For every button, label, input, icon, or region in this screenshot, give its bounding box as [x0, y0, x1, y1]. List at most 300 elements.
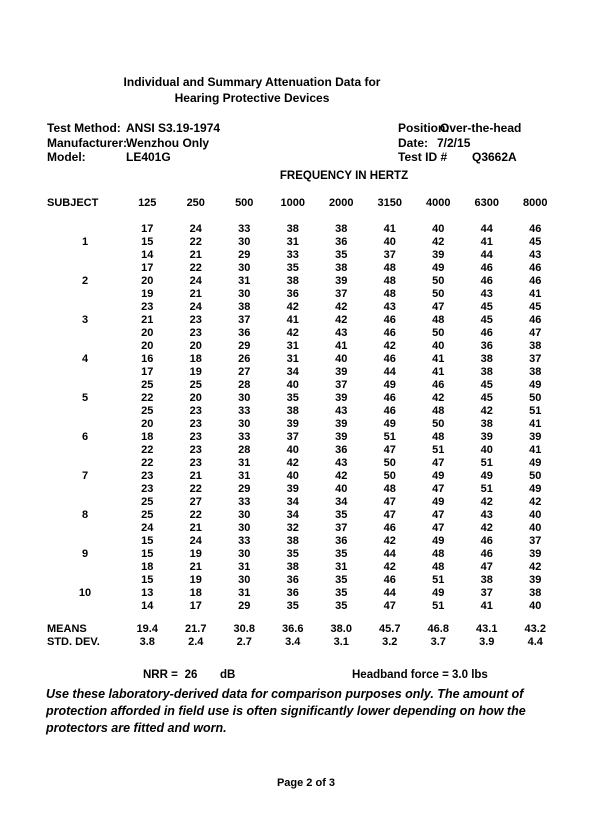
attenuation-value-cell: 21: [189, 288, 202, 300]
attenuation-value-cell: 44: [480, 223, 493, 235]
std-dev-value-cell: 3.8: [139, 636, 155, 648]
subject-data-row: [47, 288, 560, 301]
subject-id-cell: 9: [81, 548, 89, 560]
nrr-label: NRR =: [143, 669, 178, 681]
subject-id-cell: [47, 444, 123, 457]
attenuation-value-cell: 39: [335, 275, 348, 287]
attenuation-value-cell: 21: [141, 314, 154, 326]
attenuation-value-cell: 49: [432, 535, 445, 547]
std-dev-value-cell: 3.2: [382, 636, 398, 648]
attenuation-value-cell: 35: [335, 548, 348, 560]
subject-id-cell: 5: [81, 392, 89, 404]
frequency-header-cell: 8000: [523, 197, 548, 209]
frequency-header-cell: 1000: [280, 197, 305, 209]
subject-data-row: [47, 535, 560, 548]
attenuation-value-cell: 42: [480, 496, 493, 508]
subject-id-cell: [47, 496, 123, 509]
attenuation-value-cell: 37: [238, 314, 251, 326]
subject-id-cell: [47, 405, 123, 418]
attenuation-value-cell: 30: [238, 509, 251, 521]
attenuation-value-cell: 33: [238, 405, 251, 417]
attenuation-value-cell: 22: [189, 236, 202, 248]
attenuation-value-cell: 38: [286, 275, 299, 287]
subject-data-row: [47, 275, 560, 288]
attenuation-value-cell: 43: [529, 249, 542, 261]
attenuation-value-cell: 50: [383, 457, 396, 469]
attenuation-value-cell: 38: [286, 223, 299, 235]
means-row: [47, 623, 560, 636]
test-method-value: ANSI S3.19-1974: [126, 121, 221, 135]
attenuation-value-cell: 41: [480, 600, 493, 612]
attenuation-value-cell: 48: [432, 314, 445, 326]
attenuation-value-cell: 44: [383, 548, 396, 560]
attenuation-value-cell: 47: [432, 509, 445, 521]
test-id-label: Test ID #: [398, 150, 448, 165]
attenuation-value-cell: 37: [335, 379, 348, 391]
attenuation-value-cell: 29: [238, 483, 251, 495]
attenuation-value-cell: 35: [335, 587, 348, 599]
subject-id-cell: [47, 457, 123, 470]
attenuation-value-cell: 22: [141, 392, 154, 404]
subject-id-cell: 2: [81, 275, 89, 287]
attenuation-value-cell: 30: [238, 574, 251, 586]
attenuation-value-cell: 40: [529, 522, 542, 534]
attenuation-value-cell: 47: [383, 600, 396, 612]
model-row: [47, 150, 220, 165]
subject-id-cell: 4: [81, 353, 89, 365]
attenuation-value-cell: 20: [189, 392, 202, 404]
attenuation-value-cell: 40: [286, 379, 299, 391]
subject-id-cell: 6: [81, 431, 89, 443]
attenuation-value-cell: 30: [238, 548, 251, 560]
attenuation-value-cell: 45: [480, 379, 493, 391]
subject-data-row: [47, 444, 560, 457]
attenuation-value-cell: 14: [141, 249, 154, 261]
nrr-value: 26: [184, 669, 198, 681]
attenuation-value-cell: 46: [480, 327, 493, 339]
model-label: Model:: [47, 150, 86, 165]
attenuation-value-cell: 40: [383, 236, 396, 248]
attenuation-value-cell: 18: [189, 587, 202, 599]
subject-data-row: [47, 249, 560, 262]
subject-data-row: [47, 262, 560, 275]
attenuation-value-cell: 42: [383, 340, 396, 352]
manufacturer-value: Wenzhou Only: [126, 135, 210, 150]
attenuation-value-cell: 49: [432, 587, 445, 599]
attenuation-value-cell: 15: [141, 574, 154, 586]
attenuation-value-cell: 39: [432, 249, 445, 261]
attenuation-value-cell: 24: [189, 275, 202, 287]
attenuation-value-cell: 16: [141, 353, 154, 365]
attenuation-value-cell: 42: [286, 457, 299, 469]
subject-data-row: [47, 379, 560, 392]
attenuation-value-cell: 39: [335, 392, 348, 404]
attenuation-value-cell: 39: [529, 431, 542, 443]
subject-id-cell: [47, 379, 123, 392]
attenuation-value-cell: 47: [480, 561, 493, 573]
subject-data-row: [47, 548, 560, 561]
attenuation-value-cell: 38: [286, 561, 299, 573]
attenuation-value-cell: 31: [238, 275, 251, 287]
subject-data-row: [47, 496, 560, 509]
attenuation-value-cell: 30: [238, 418, 251, 430]
attenuation-value-cell: 35: [286, 262, 299, 274]
attenuation-value-cell: 35: [335, 600, 348, 612]
subject-data-row: [47, 366, 560, 379]
attenuation-value-cell: 39: [529, 548, 542, 560]
attenuation-value-cell: 44: [383, 587, 396, 599]
attenuation-value-cell: 30: [238, 522, 251, 534]
attenuation-value-cell: 33: [238, 535, 251, 547]
attenuation-value-cell: 18: [141, 561, 154, 573]
attenuation-value-cell: 35: [286, 600, 299, 612]
mean-value-cell: 36.6: [282, 623, 304, 635]
attenuation-value-cell: 38: [286, 405, 299, 417]
subject-id-cell: [47, 561, 123, 574]
attenuation-value-cell: 51: [432, 444, 445, 456]
attenuation-value-cell: 29: [238, 249, 251, 261]
attenuation-value-cell: 37: [529, 535, 542, 547]
attenuation-value-cell: 25: [141, 379, 154, 391]
attenuation-value-cell: 22: [141, 457, 154, 469]
attenuation-value-cell: 51: [432, 574, 445, 586]
attenuation-value-cell: 17: [141, 262, 154, 274]
attenuation-value-cell: 41: [480, 236, 493, 248]
attenuation-value-cell: 15: [141, 548, 154, 560]
disclaimer-line-1: Use these laboratory-derived data for comparison purposes only. The amount of: [46, 687, 524, 701]
attenuation-value-cell: 49: [529, 379, 542, 391]
frequency-header-row: [47, 197, 560, 210]
model-value: LE401G: [126, 150, 171, 165]
attenuation-value-cell: 43: [335, 327, 348, 339]
attenuation-value-cell: 49: [432, 262, 445, 274]
attenuation-value-cell: 19: [141, 288, 154, 300]
attenuation-value-cell: 31: [238, 470, 251, 482]
attenuation-value-cell: 43: [383, 301, 396, 313]
attenuation-value-cell: 17: [141, 366, 154, 378]
attenuation-value-cell: 45: [480, 314, 493, 326]
subject-id-cell: 10: [78, 587, 92, 599]
attenuation-value-cell: 13: [141, 587, 154, 599]
attenuation-value-cell: 38: [480, 353, 493, 365]
subject-column-header: SUBJECT: [47, 197, 99, 209]
subject-id-cell: 1: [81, 236, 89, 248]
frequency-header-cell: 250: [186, 197, 205, 209]
attenuation-value-cell: 44: [383, 366, 396, 378]
attenuation-value-cell: 38: [335, 262, 348, 274]
frequency-header-cell: 2000: [329, 197, 354, 209]
attenuation-value-cell: 30: [238, 262, 251, 274]
attenuation-value-cell: 38: [480, 574, 493, 586]
attenuation-value-cell: 48: [383, 262, 396, 274]
attenuation-value-cell: 41: [432, 366, 445, 378]
subject-id-cell: [47, 366, 123, 379]
attenuation-value-cell: 38: [238, 301, 251, 313]
attenuation-value-cell: 46: [383, 392, 396, 404]
attenuation-value-cell: 19: [189, 574, 202, 586]
page-title: [2, 74, 502, 106]
attenuation-value-cell: 23: [189, 418, 202, 430]
attenuation-value-cell: 22: [141, 444, 154, 456]
means-label: MEANS: [47, 623, 87, 635]
attenuation-value-cell: 17: [189, 600, 202, 612]
attenuation-value-cell: 50: [529, 392, 542, 404]
attenuation-value-cell: 49: [529, 457, 542, 469]
date-value: 7/2/15: [437, 135, 471, 150]
attenuation-value-cell: 27: [238, 366, 251, 378]
attenuation-value-cell: 35: [335, 249, 348, 261]
attenuation-value-cell: 23: [189, 431, 202, 443]
attenuation-value-cell: 19: [189, 548, 202, 560]
attenuation-value-cell: 30: [238, 392, 251, 404]
attenuation-value-cell: 36: [286, 288, 299, 300]
attenuation-value-cell: 46: [383, 405, 396, 417]
attenuation-value-cell: 20: [141, 327, 154, 339]
attenuation-value-cell: 45: [480, 392, 493, 404]
attenuation-value-cell: 17: [141, 223, 154, 235]
position-value: Over-the-head: [440, 121, 522, 135]
attenuation-value-cell: 35: [335, 574, 348, 586]
attenuation-value-cell: 40: [286, 470, 299, 482]
attenuation-value-cell: 50: [529, 470, 542, 482]
attenuation-value-cell: 40: [286, 444, 299, 456]
subject-id-cell: [47, 418, 123, 431]
std-dev-label: STD. DEV.: [47, 636, 100, 648]
subject-data-row: [47, 340, 560, 353]
attenuation-value-cell: 31: [238, 561, 251, 573]
subject-data-row: [47, 223, 560, 236]
attenuation-value-cell: 47: [432, 301, 445, 313]
frequency-header-cell: 125: [138, 197, 157, 209]
date-label: Date:: [398, 135, 429, 150]
attenuation-value-cell: 42: [286, 301, 299, 313]
position-row: [398, 121, 521, 136]
subject-id-cell: [47, 249, 123, 262]
attenuation-value-cell: 39: [480, 431, 493, 443]
attenuation-value-cell: 43: [335, 405, 348, 417]
attenuation-value-cell: 46: [529, 275, 542, 287]
attenuation-value-cell: 37: [529, 353, 542, 365]
mean-value-cell: 46.8: [427, 623, 449, 635]
attenuation-value-cell: 39: [335, 431, 348, 443]
mean-value-cell: 45.7: [379, 623, 401, 635]
frequency-header-cell: 3150: [377, 197, 402, 209]
attenuation-value-cell: 47: [432, 522, 445, 534]
attenuation-value-cell: 34: [286, 496, 299, 508]
attenuation-value-cell: 25: [141, 496, 154, 508]
attenuation-value-cell: 43: [480, 509, 493, 521]
frequency-section-title: FREQUENCY IN HERTZ: [279, 170, 409, 182]
attenuation-value-cell: 47: [432, 483, 445, 495]
attenuation-value-cell: 40: [335, 483, 348, 495]
attenuation-value-cell: 23: [189, 444, 202, 456]
attenuation-value-cell: 46: [383, 574, 396, 586]
attenuation-value-cell: 46: [480, 548, 493, 560]
attenuation-value-cell: 42: [335, 314, 348, 326]
subject-data-row: [47, 587, 560, 600]
attenuation-value-cell: 45: [529, 236, 542, 248]
subject-data-row: [47, 418, 560, 431]
attenuation-value-cell: 35: [286, 392, 299, 404]
attenuation-value-cell: 43: [335, 457, 348, 469]
attenuation-value-cell: 39: [286, 483, 299, 495]
subject-data-row: [47, 392, 560, 405]
subject-id-cell: [47, 535, 123, 548]
attenuation-value-cell: 30: [238, 288, 251, 300]
attenuation-value-cell: 45: [480, 301, 493, 313]
subject-data-row: [47, 353, 560, 366]
attenuation-value-cell: 26: [238, 353, 251, 365]
headband-force-text: Headband force = 3.0 lbs: [352, 669, 488, 681]
attenuation-value-cell: 31: [286, 340, 299, 352]
attenuation-value-cell: 28: [238, 379, 251, 391]
attenuation-value-cell: 50: [432, 327, 445, 339]
attenuation-value-cell: 36: [286, 574, 299, 586]
attenuation-value-cell: 40: [432, 340, 445, 352]
subject-id-cell: 7: [81, 470, 89, 482]
attenuation-value-cell: 24: [189, 223, 202, 235]
mean-value-cell: 38.0: [330, 623, 352, 635]
attenuation-value-cell: 46: [480, 535, 493, 547]
manufacturer-row: [47, 136, 220, 151]
attenuation-value-cell: 47: [383, 509, 396, 521]
subject-id-cell: [47, 262, 123, 275]
attenuation-value-cell: 33: [238, 223, 251, 235]
attenuation-value-cell: 47: [383, 444, 396, 456]
std-dev-row: [47, 636, 560, 649]
attenuation-value-cell: 32: [286, 522, 299, 534]
attenuation-value-cell: 31: [335, 561, 348, 573]
attenuation-value-cell: 39: [335, 418, 348, 430]
subject-data-row: [47, 457, 560, 470]
attenuation-value-cell: 31: [238, 587, 251, 599]
attenuation-value-cell: 40: [529, 509, 542, 521]
attenuation-value-cell: 36: [286, 587, 299, 599]
attenuation-value-cell: 31: [238, 457, 251, 469]
attenuation-value-cell: 46: [529, 262, 542, 274]
subject-id-cell: [47, 522, 123, 535]
test-method-label: Test Method:: [47, 121, 121, 135]
attenuation-value-cell: 21: [189, 470, 202, 482]
subject-id-cell: [47, 340, 123, 353]
attenuation-value-cell: 35: [335, 509, 348, 521]
attenuation-value-cell: 42: [383, 535, 396, 547]
attenuation-value-cell: 40: [335, 353, 348, 365]
attenuation-value-cell: 48: [432, 561, 445, 573]
std-dev-value-cell: 4.4: [527, 636, 543, 648]
attenuation-value-cell: 36: [480, 340, 493, 352]
attenuation-value-cell: 20: [141, 418, 154, 430]
attenuation-value-cell: 42: [480, 522, 493, 534]
attenuation-value-cell: 46: [529, 314, 542, 326]
attenuation-value-cell: 51: [432, 600, 445, 612]
table-body: [47, 223, 560, 613]
attenuation-value-cell: 46: [432, 379, 445, 391]
manufacturer-label: Manufacturer:: [47, 135, 128, 150]
attenuation-value-cell: 51: [480, 483, 493, 495]
attenuation-value-cell: 23: [189, 457, 202, 469]
attenuation-value-cell: 29: [238, 340, 251, 352]
attenuation-value-cell: 42: [286, 327, 299, 339]
mean-value-cell: 21.7: [185, 623, 207, 635]
attenuation-value-cell: 48: [383, 483, 396, 495]
title-line-1: Individual and Summary Attenuation Data for: [123, 75, 381, 89]
attenuation-value-cell: 45: [529, 301, 542, 313]
attenuation-value-cell: 34: [335, 496, 348, 508]
attenuation-value-cell: 36: [335, 236, 348, 248]
attenuation-value-cell: 48: [432, 405, 445, 417]
attenuation-value-cell: 46: [529, 223, 542, 235]
attenuation-value-cell: 36: [335, 535, 348, 547]
attenuation-value-cell: 39: [286, 418, 299, 430]
attenuation-value-cell: 49: [383, 379, 396, 391]
attenuation-value-cell: 41: [529, 288, 542, 300]
attenuation-value-cell: 39: [529, 574, 542, 586]
attenuation-value-cell: 50: [383, 470, 396, 482]
attenuation-value-cell: 40: [432, 223, 445, 235]
attenuation-value-cell: 18: [141, 431, 154, 443]
frequency-header-cell: 4000: [426, 197, 451, 209]
attenuation-value-cell: 38: [480, 366, 493, 378]
std-dev-value-cell: 3.4: [285, 636, 301, 648]
attenuation-value-cell: 50: [432, 288, 445, 300]
attenuation-value-cell: 47: [529, 327, 542, 339]
attenuation-value-cell: 42: [432, 236, 445, 248]
attenuation-value-cell: 24: [189, 301, 202, 313]
attenuation-value-cell: 42: [529, 496, 542, 508]
mean-value-cell: 43.1: [476, 623, 498, 635]
test-info-left: [47, 121, 220, 165]
test-method-row: [47, 121, 220, 136]
attenuation-value-cell: 49: [529, 483, 542, 495]
std-dev-value-cell: 3.9: [479, 636, 495, 648]
subject-data-row: [47, 431, 560, 444]
attenuation-value-cell: 37: [335, 522, 348, 534]
attenuation-value-cell: 21: [189, 522, 202, 534]
attenuation-value-cell: 48: [432, 548, 445, 560]
subject-data-row: [47, 405, 560, 418]
page-number: Page 2 of 3: [276, 777, 336, 789]
subject-id-cell: [47, 327, 123, 340]
attenuation-value-cell: 21: [189, 561, 202, 573]
attenuation-value-cell: 49: [383, 418, 396, 430]
std-dev-value-cell: 3.7: [430, 636, 446, 648]
attenuation-value-cell: 23: [189, 405, 202, 417]
attenuation-value-cell: 38: [529, 340, 542, 352]
std-dev-value-cell: 2.4: [188, 636, 204, 648]
attenuation-value-cell: 23: [141, 483, 154, 495]
nrr-unit: dB: [220, 669, 236, 681]
subject-data-row: [47, 483, 560, 496]
date-row: [398, 136, 521, 151]
attenuation-value-cell: 49: [432, 496, 445, 508]
attenuation-value-cell: 33: [286, 249, 299, 261]
attenuation-value-cell: 42: [335, 301, 348, 313]
attenuation-value-cell: 41: [335, 340, 348, 352]
attenuation-value-cell: 41: [286, 314, 299, 326]
test-id-row: [398, 150, 521, 165]
attenuation-value-cell: 37: [335, 288, 348, 300]
attenuation-value-cell: 37: [286, 431, 299, 443]
attenuation-value-cell: 46: [383, 522, 396, 534]
subject-data-row: [47, 314, 560, 327]
attenuation-value-cell: 50: [432, 275, 445, 287]
attenuation-value-cell: 40: [529, 600, 542, 612]
attenuation-value-cell: 24: [189, 535, 202, 547]
position-label: Position:: [398, 121, 450, 135]
attenuation-value-cell: 24: [141, 522, 154, 534]
subject-data-row: [47, 600, 560, 613]
